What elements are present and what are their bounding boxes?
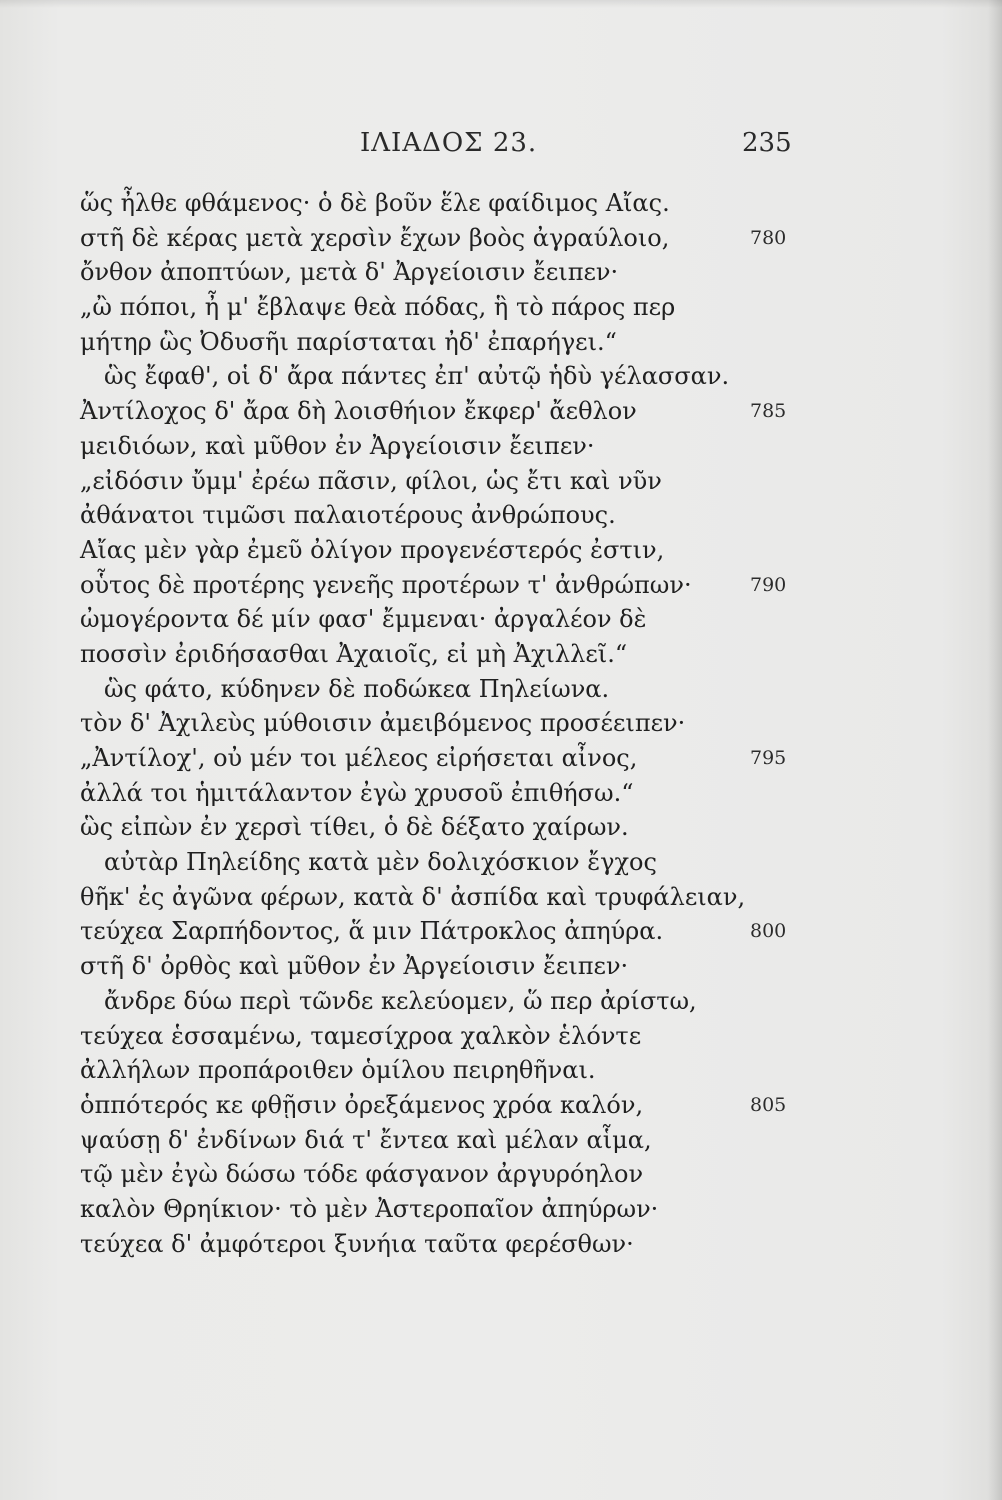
verse-line — [80, 706, 800, 741]
verse-line — [80, 776, 800, 811]
verse-text: στῆ δὲ κέρας μετὰ χερσὶν ἔχων βοὸς ἀγραύλοιο, — [80, 223, 670, 252]
verse-line — [80, 914, 800, 949]
verse-text: ὄνθον ἀποπτύων, μετὰ δ' Ἀργείοισιν ἔειπεν· — [80, 258, 619, 287]
verse-line — [80, 533, 800, 568]
verse-line — [80, 672, 800, 707]
verse-text: τῷ μὲν ἐγὼ δώσω τόδε φάσγανον ἀργυρόηλον — [80, 1160, 644, 1189]
verse-line — [80, 949, 800, 984]
running-title: ΙΛΙΑΔΟΣ 23. — [360, 128, 538, 158]
verse-text: ἀλλά τοι ἡμιτάλαντον ἐγὼ χρυσοῦ ἐπιθήσω.“ — [80, 778, 634, 807]
line-number: 795 — [750, 747, 787, 769]
verse-text: ὣς φάτο, κύδηνεν δὲ ποδώκεα Πηλείωνα. — [104, 674, 610, 703]
verse-text: ἀλλήλων προπάροιθεν ὁμίλου πειρηθῆναι. — [80, 1056, 596, 1085]
verse-text: ἀθάνατοι τιμῶσι παλαιοτέρους ἀνθρώπους. — [80, 501, 616, 530]
verse-line — [80, 637, 800, 672]
verse-line — [80, 810, 800, 845]
verse-line — [80, 359, 800, 394]
verse-text: θῆκ' ἐς ἀγῶνα φέρων, κατὰ δ' ἀσπίδα καὶ τρυφάλειαν, — [80, 882, 746, 911]
verse-line — [80, 1088, 800, 1123]
verse-text: ὁππότερός κε φθῇσιν ὀρεξάμενος χρόα καλόν, — [80, 1090, 644, 1119]
verse-text: τεύχεα Σαρπήδοντος, ἅ μιν Πάτροκλος ἀπηύρα. — [80, 917, 664, 946]
verse-text: μήτηρ ὣς Ὀδυσῆι παρίσταται ἠδ' ἐπαρήγει.“ — [80, 327, 617, 356]
verse-text: Αἴας μὲν γὰρ ἐμεῦ ὀλίγον προγενέστερός ἐστιν, — [80, 535, 665, 564]
verse-line — [80, 186, 800, 221]
verse-line — [80, 880, 800, 915]
line-number: 805 — [750, 1093, 787, 1116]
verse-text: τεύχεα δ' ἀμφότεροι ξυνήια ταῦτα φερέσθων· — [80, 1229, 634, 1258]
line-number: 785 — [750, 400, 787, 423]
verse-text: αὐτὰρ Πηλείδης κατὰ μὲν δολιχόσκιον ἔγχος — [104, 848, 657, 877]
verse-line — [80, 1019, 800, 1054]
verse-line — [80, 568, 800, 603]
verse-text: Ἀντίλοχος δ' ἄρα δὴ λοισθήιον ἔκφερ' ἄεθλον — [80, 397, 637, 426]
verse-line — [80, 1053, 800, 1088]
verse-text: „εἰδόσιν ὔμμ' ἐρέω πᾶσιν, φίλοι, ὡς ἔτι καὶ νῦν — [80, 466, 662, 495]
verse-text: τεύχεα ἑσσαμένω, ταμεσίχροα χαλκὸν ἑλόντε — [80, 1021, 642, 1050]
verse-text: ψαύσῃ δ' ἐνδίνων διά τ' ἔντεα καὶ μέλαν αἷμα, — [80, 1125, 652, 1154]
verse-line — [80, 1192, 800, 1227]
verse-line — [80, 1123, 800, 1158]
verse-text: μειδιόων, καὶ μῦθον ἐν Ἀργείοισιν ἔειπεν· — [80, 431, 595, 460]
verse-text: ποσσὶν ἐριδήσασθαι Ἀχαιοῖς, εἰ μὴ Ἀχιλλεῖ.“ — [80, 639, 628, 668]
page-top-edge — [0, 0, 1002, 8]
verse-text: τὸν δ' Ἀχιλεὺς μύθοισιν ἀμειβόμενος προσέειπεν· — [80, 709, 686, 738]
verse-line — [80, 255, 800, 290]
line-number: 790 — [750, 573, 787, 596]
verse-text: ὣς ἔφαθ', οἱ δ' ἄρα πάντες ἐπ' αὐτῷ ἡδὺ γέλασσαν. — [104, 362, 730, 391]
line-number: 800 — [750, 920, 787, 943]
verse-text: οὗτος δὲ προτέρης γενεῆς προτέρων τ' ἀνθρώπων· — [80, 570, 692, 599]
verse-text: ὠμογέροντα δέ μίν φασ' ἔμμεναι· ἀργαλέον δὲ — [80, 605, 647, 634]
verse-line — [80, 429, 800, 464]
verse-line — [80, 1227, 800, 1262]
verse-line — [80, 845, 800, 880]
verse-text: ὥς ἦλθε φθάμενος· ὁ δὲ βοῦν ἕλε φαίδιμος Αἴας. — [80, 189, 670, 217]
verse-line — [80, 221, 800, 256]
verse-line — [80, 498, 800, 533]
verse-text: ἄνδρε δύω περὶ τῶνδε κελεύομεν, ὥ περ ἀρίστω, — [104, 986, 697, 1015]
verse-block — [80, 186, 800, 1261]
verse-text: στῆ δ' ὀρθὸς καὶ μῦθον ἐν Ἀργείοισιν ἔειπεν· — [80, 952, 629, 981]
verse-line — [80, 741, 800, 776]
verse-line — [80, 394, 800, 429]
page-number: 235 — [742, 128, 792, 158]
verse-text: καλὸν Θρηίκιον· τὸ μὲν Ἀστεροπαῖον ἀπηύρων· — [80, 1194, 659, 1223]
verse-line — [80, 1157, 800, 1192]
verse-line — [80, 464, 800, 499]
verse-line — [80, 984, 800, 1019]
verse-line — [80, 325, 800, 360]
verse-line — [80, 290, 800, 325]
verse-text: „ὢ πόποι, ἦ μ' ἔβλαψε θεὰ πόδας, ἣ τὸ πάρος περ — [80, 293, 676, 322]
page-edge-shadow — [988, 0, 1002, 1500]
verse-line — [80, 602, 800, 637]
line-number: 780 — [750, 226, 787, 249]
verse-text: „Ἀντίλοχ', οὐ μέν τοι μέλεος εἰρήσεται αἶνος, — [80, 744, 638, 772]
verse-text: ὣς εἰπὼν ἐν χερσὶ τίθει, ὁ δὲ δέξατο χαίρων. — [80, 813, 629, 842]
